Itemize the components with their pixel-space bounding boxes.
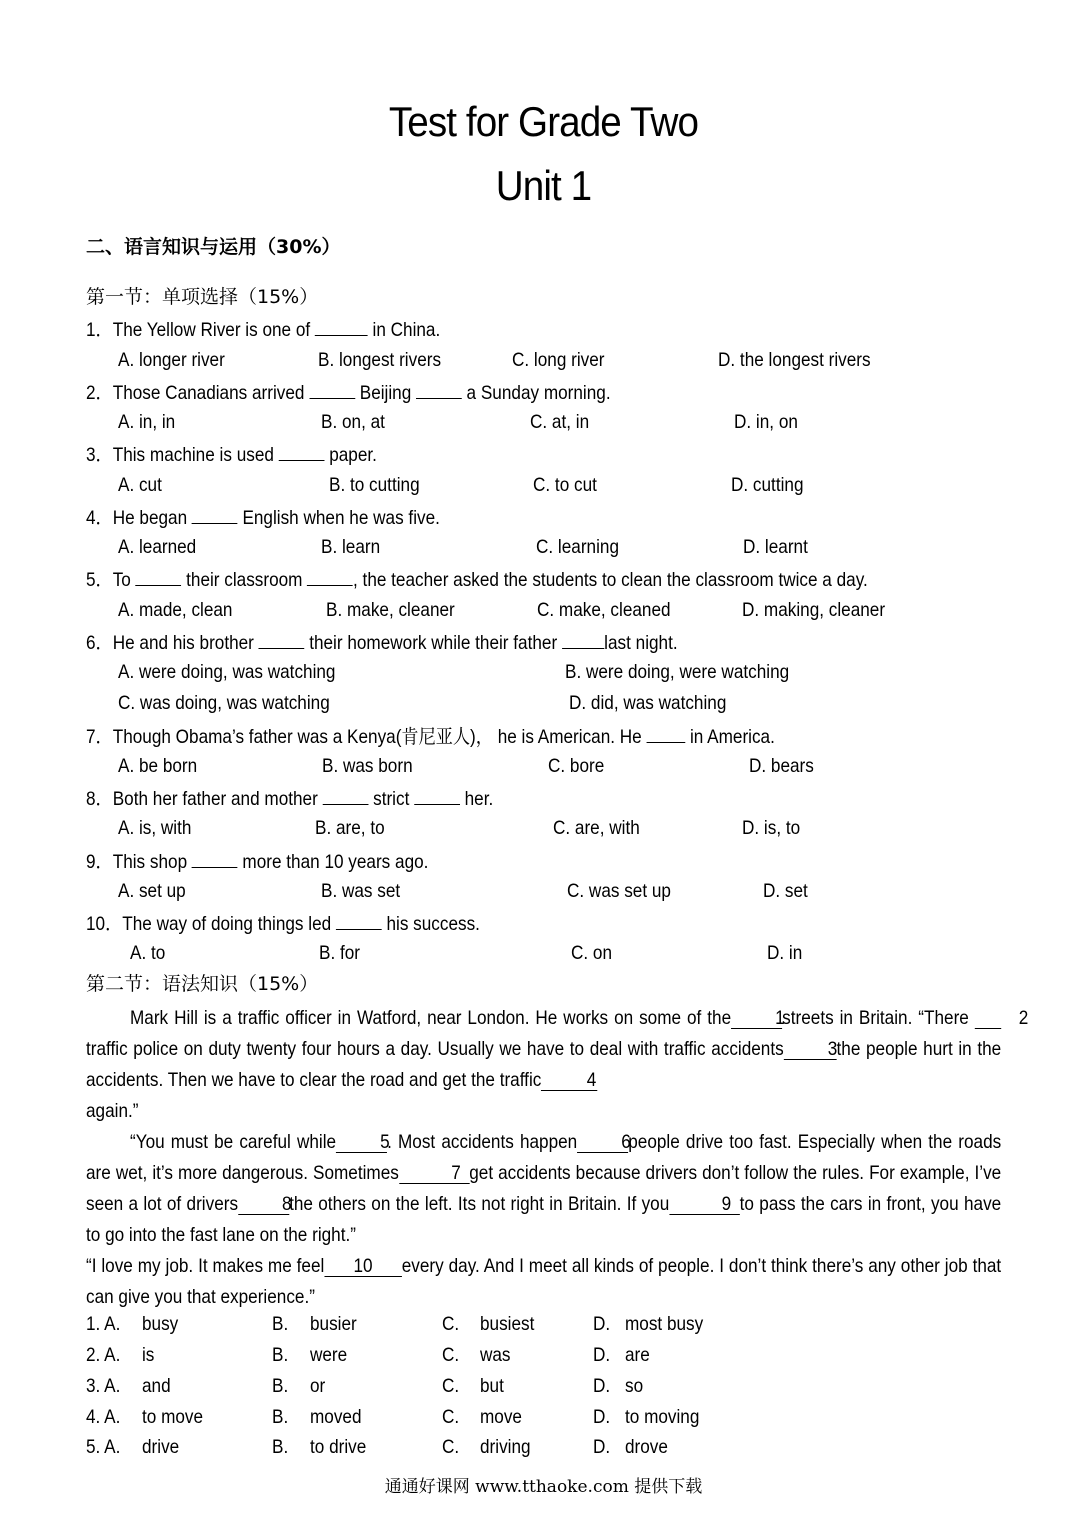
- answer-4-c[interactable]: move: [480, 1406, 522, 1428]
- answer-1-c[interactable]: busiest: [480, 1313, 535, 1335]
- answer-row-4-num: 4. A.: [86, 1406, 121, 1428]
- q1-option-a[interactable]: A. longer river: [118, 349, 225, 371]
- question-9: 9．This shop more than 10 years ago.: [86, 851, 429, 873]
- q9-option-d[interactable]: D. set: [763, 880, 808, 902]
- q10-option-a[interactable]: A. to: [130, 942, 166, 964]
- part-heading: 二、语言知识与运用（30%）: [86, 236, 341, 258]
- q6-option-c[interactable]: C. was doing, was watching: [118, 692, 330, 714]
- passage-paragraph-2: “You must be careful while 5. Most accidents happen 6people drive too fast. Especially when the roads are wet, it’s more dangerous. Sometimes 7 get accidents because drivers don’t follow the rules. For example, I’ve seen a lot of drivers 8the others on the left. Its not right in Britain. If you 9 to pass the cars in front, you have to go into the fast lane on the right.”: [86, 1131, 1002, 1246]
- title-line-1: Test for Grade Two: [388, 98, 699, 145]
- q6-option-d[interactable]: D. did, was watching: [569, 692, 727, 714]
- q1-option-d[interactable]: D. the longest rivers: [718, 349, 871, 371]
- q5-option-a[interactable]: A. made, clean: [118, 599, 233, 621]
- q10-option-d[interactable]: D. in: [767, 942, 803, 964]
- q5-option-c[interactable]: C. make, cleaned: [537, 599, 671, 621]
- answer-5-b-letter: B.: [272, 1436, 289, 1458]
- answer-5-c[interactable]: driving: [480, 1436, 531, 1458]
- answer-1-b-letter: B.: [272, 1313, 289, 1335]
- answer-2-a[interactable]: is: [142, 1344, 155, 1366]
- footer-source: 通通好课网 www.tthaoke.com 提供下载: [384, 1477, 703, 1497]
- q3-option-d[interactable]: D. cutting: [731, 474, 804, 496]
- answer-1-d[interactable]: most busy: [625, 1313, 704, 1335]
- answer-2-b[interactable]: were: [310, 1344, 348, 1366]
- answer-4-b-letter: B.: [272, 1406, 289, 1428]
- answer-3-d-letter: D.: [593, 1375, 611, 1397]
- answer-row-2-num: 2. A.: [86, 1344, 121, 1366]
- q2-option-a[interactable]: A. in, in: [118, 411, 176, 433]
- answer-5-d-letter: D.: [593, 1436, 611, 1458]
- q3-option-a[interactable]: A. cut: [118, 474, 162, 496]
- q2-option-b[interactable]: B. on, at: [321, 411, 385, 433]
- q9-option-c[interactable]: C. was set up: [567, 880, 671, 902]
- q8-option-a[interactable]: A. is, with: [118, 817, 192, 839]
- answer-3-c[interactable]: but: [480, 1375, 504, 1397]
- q1-option-c[interactable]: C. long river: [512, 349, 605, 371]
- answer-row-5-num: 5. A.: [86, 1436, 121, 1458]
- answer-3-d[interactable]: so: [625, 1375, 644, 1397]
- q7-option-a[interactable]: A. be born: [118, 755, 198, 777]
- question-10: 10．The way of doing things led his success.: [86, 913, 480, 935]
- question-2: 2．Those Canadians arrived Beijing a Sunday morning.: [86, 382, 611, 404]
- answer-3-b-letter: B.: [272, 1375, 289, 1397]
- passage-paragraph-1: Mark Hill is a traffic officer in Watford, near London. He works on some of the 1streets in Britain. “There 2traffic police on duty twenty four hours a day. Usually we have to deal with traffic accidents 3the people hurt in the accidents. Then we have to clear the road and get the traffic 4 again.”: [86, 1007, 1029, 1122]
- section1-heading: 第一节：单项选择（15%）: [86, 286, 319, 308]
- answer-3-c-letter: C.: [442, 1375, 460, 1397]
- q9-option-a[interactable]: A. set up: [118, 880, 186, 902]
- question-5: 5．To their classroom , the teacher asked the students to clean the classroom twice a day.: [86, 569, 868, 591]
- answer-3-a[interactable]: and: [142, 1375, 171, 1397]
- answer-4-c-letter: C.: [442, 1406, 460, 1428]
- q2-option-d[interactable]: D. in, on: [734, 411, 798, 433]
- answer-4-b[interactable]: moved: [310, 1406, 362, 1428]
- answer-1-d-letter: D.: [593, 1313, 611, 1335]
- q4-option-d[interactable]: D. learnt: [743, 536, 808, 558]
- q8-option-c[interactable]: C. are, with: [553, 817, 640, 839]
- q10-option-b[interactable]: B. for: [319, 942, 361, 964]
- question-8: 8．Both her father and mother strict her.: [86, 788, 494, 810]
- q6-option-a[interactable]: A. were doing, was watching: [118, 661, 336, 683]
- answer-5-d[interactable]: drove: [625, 1436, 668, 1458]
- q3-option-c[interactable]: C. to cut: [533, 474, 597, 496]
- answer-row-1-num: 1. A.: [86, 1313, 121, 1335]
- q8-option-b[interactable]: B. are, to: [315, 817, 385, 839]
- q5-option-b[interactable]: B. make, cleaner: [326, 599, 455, 621]
- answer-4-d-letter: D.: [593, 1406, 611, 1428]
- question-3: 3．This machine is used paper.: [86, 444, 377, 466]
- answer-5-a[interactable]: drive: [142, 1436, 180, 1458]
- q2-option-c[interactable]: C. at, in: [530, 411, 590, 433]
- q5-option-d[interactable]: D. making, cleaner: [742, 599, 886, 621]
- answer-4-d[interactable]: to moving: [625, 1406, 700, 1428]
- q4-option-a[interactable]: A. learned: [118, 536, 197, 558]
- title-line-2: Unit 1: [495, 162, 592, 209]
- q7-option-d[interactable]: D. bears: [749, 755, 814, 777]
- question-4: 4．He began English when he was five.: [86, 507, 440, 529]
- q3-option-b[interactable]: B. to cutting: [329, 474, 420, 496]
- answer-2-d[interactable]: are: [625, 1344, 650, 1366]
- q4-option-c[interactable]: C. learning: [536, 536, 619, 558]
- answer-5-b[interactable]: to drive: [310, 1436, 367, 1458]
- answer-1-a[interactable]: busy: [142, 1313, 179, 1335]
- question-7: 7．Though Obama’s father was a Kenya(肯尼亚人)， he is American. He in America.: [86, 726, 775, 748]
- answer-2-c-letter: C.: [442, 1344, 460, 1366]
- q6-option-b[interactable]: B. were doing, were watching: [565, 661, 790, 683]
- answer-row-3-num: 3. A.: [86, 1375, 121, 1397]
- q7-option-b[interactable]: B. was born: [322, 755, 413, 777]
- answer-4-a[interactable]: to move: [142, 1406, 204, 1428]
- q1-option-b[interactable]: B. longest rivers: [318, 349, 442, 371]
- question-1: 1．The Yellow River is one of in China.: [86, 319, 441, 341]
- answer-1-c-letter: C.: [442, 1313, 460, 1335]
- q4-option-b[interactable]: B. learn: [321, 536, 381, 558]
- passage-paragraph-3: “I love my job. It makes me feel 10 every day. And I meet all kinds of people. I don’t think there’s any other job that can give you that experience.”: [86, 1255, 1002, 1308]
- answer-2-b-letter: B.: [272, 1344, 289, 1366]
- answer-1-b[interactable]: busier: [310, 1313, 357, 1335]
- q9-option-b[interactable]: B. was set: [321, 880, 401, 902]
- q10-option-c[interactable]: C. on: [571, 942, 613, 964]
- answer-2-d-letter: D.: [593, 1344, 611, 1366]
- answer-5-c-letter: C.: [442, 1436, 460, 1458]
- answer-3-b[interactable]: or: [310, 1375, 326, 1397]
- q7-option-c[interactable]: C. bore: [548, 755, 605, 777]
- answer-2-c[interactable]: was: [480, 1344, 511, 1366]
- section2-heading: 第二节：语法知识（15%）: [86, 973, 319, 995]
- q8-option-d[interactable]: D. is, to: [742, 817, 801, 839]
- question-6: 6．He and his brother their homework while their father last night.: [86, 632, 678, 654]
